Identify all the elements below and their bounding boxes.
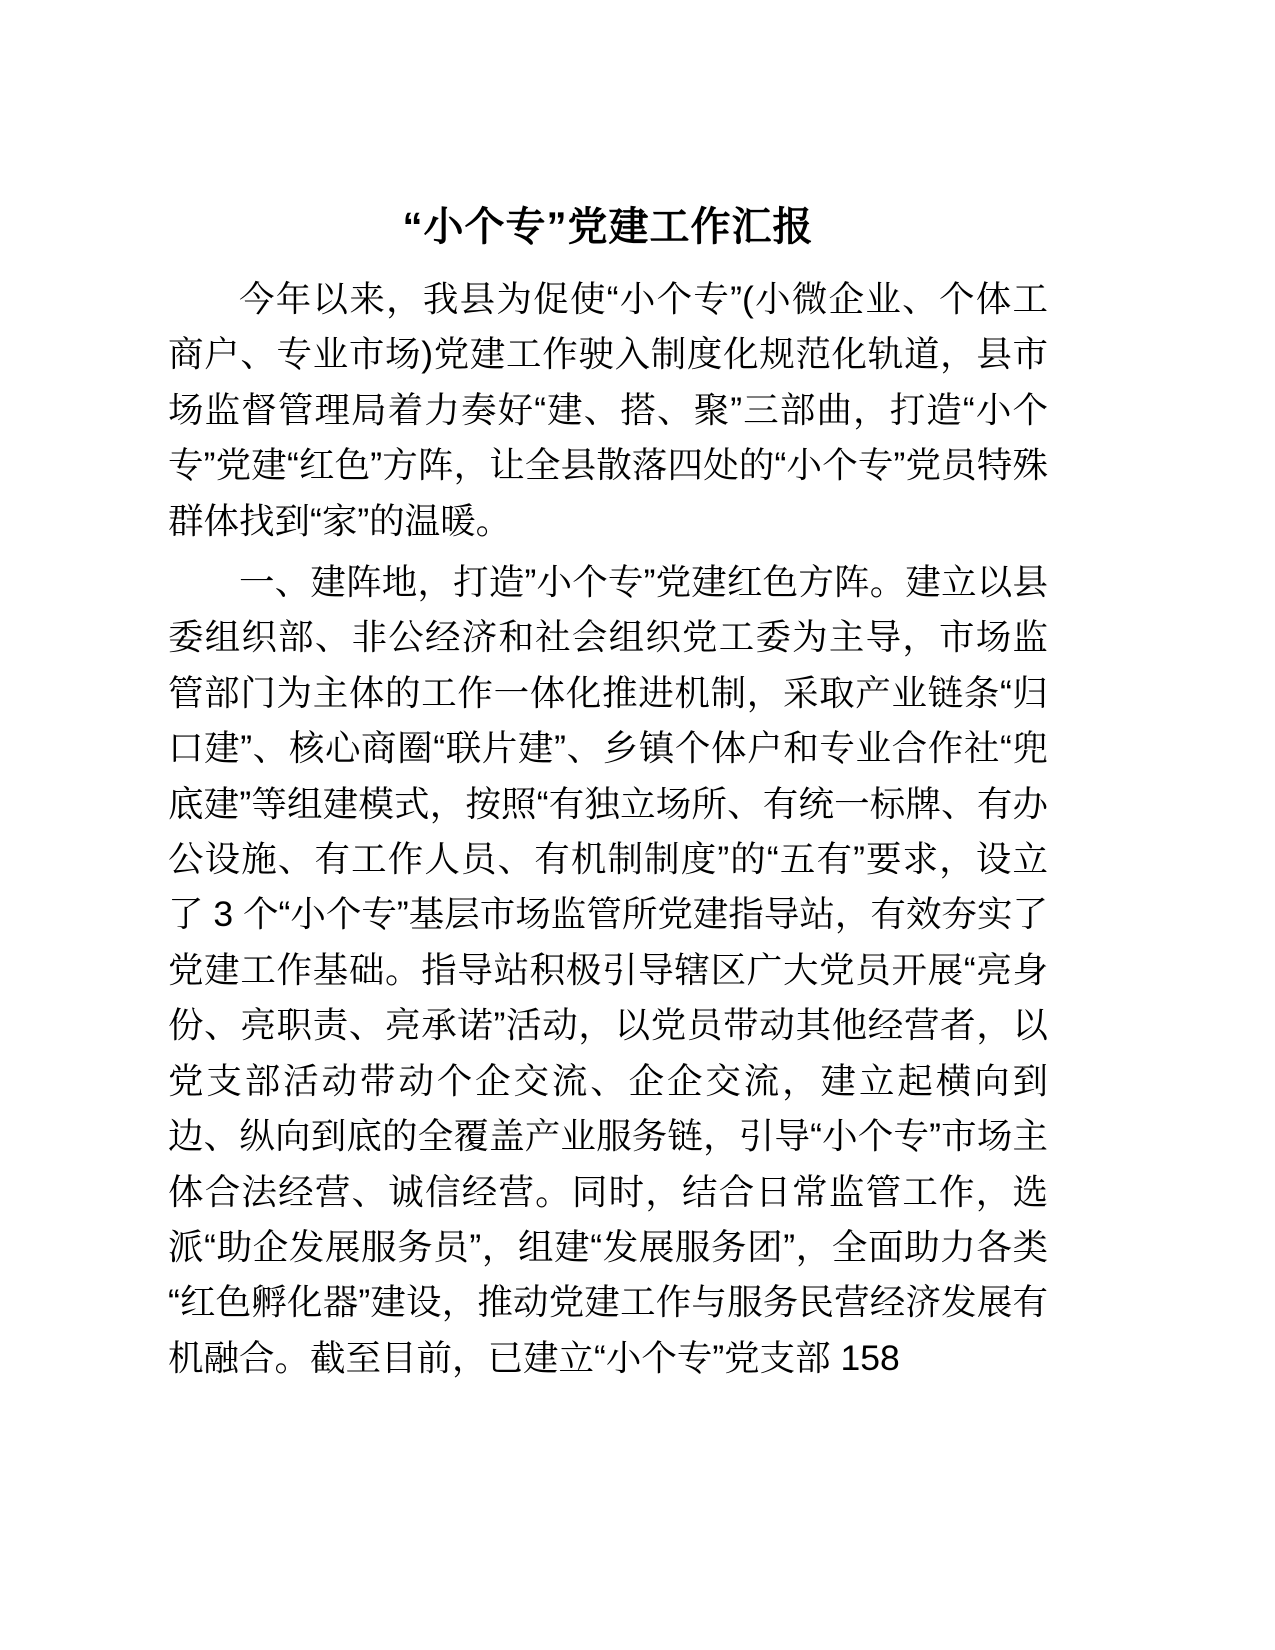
paragraph-section-one: 一、建阵地，打造”小个专”党建红色方阵。建立以县委组织部、非公经济和社会组织党工委为主导，市场监管部门为主体的工作一体化推进机制，采取产业链条“归口建”、核心商圈“联片建”、乡镇个体户和专业合作社“兜底建”等组建模式，按照“有独立场所、有统一标牌、有办公设施、有工作人员、有机制制度”的“五有”要求，设立了 3 个“小个专”基层市场监管所党建指导站，有效夯实了党建工作基础。指导站积极引导辖区广大党员开展“亮身份、亮职责、亮承诺”活动，以党员带动其他经营者，以党支部活动带动个企交流、企企交流，建立起横向到边、纵向到底的全覆盖产业服务链，引导“小个专”市场主体合法经营、诚信经营。同时，结合日常监管工作，选派“助企发展服务员”，组建“发展服务团”，全面助力各类“红色孵化器”建设，推动党建工作与服务民营经济发展有机融合。截至目前，已建立“小个专”党支部 158 bbox=[168, 562, 1048, 1378]
page-title: “小个专”党建工作汇报 bbox=[402, 205, 814, 249]
document-body bbox=[168, 196, 1048, 1386]
paragraph-intro: 今年以来，我县为促使“小个专”(小微企业、个体工商户、专业市场)党建工作驶入制度化规范化轨道，县市场监督管理局着力奏好“建、搭、聚”三部曲，打造“小个专”党建“红色”方阵，让全县散落四处的“小个专”党员特殊群体找到“家”的温暖。 bbox=[168, 279, 1048, 541]
